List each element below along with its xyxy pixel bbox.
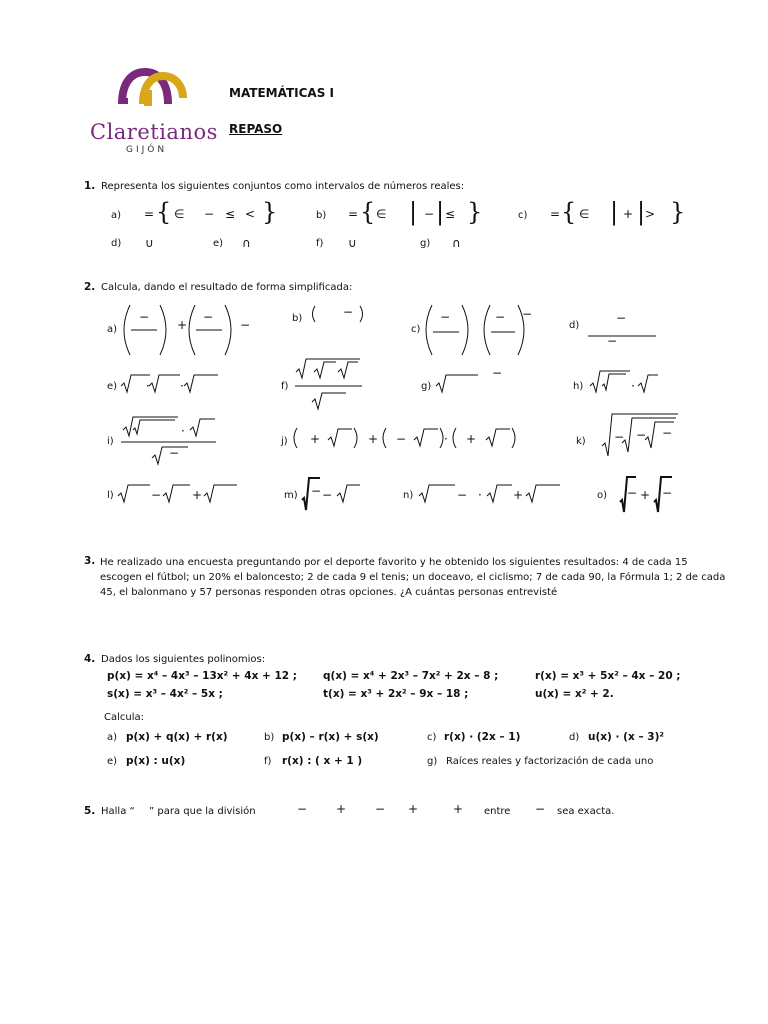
q5-plus3: + (453, 802, 464, 816)
q5-halla: Halla “ (101, 806, 135, 817)
q2-j-minus: − (396, 432, 407, 446)
q2-o-plus: + (640, 488, 651, 502)
sqrt-icon (602, 374, 626, 390)
sqrt-icon (328, 429, 352, 446)
sqrt-icon (163, 485, 190, 502)
q1-b-in: ∈ (376, 207, 387, 221)
q2-label-n: n) (403, 490, 414, 501)
paren-icon (462, 305, 468, 355)
logo-text: Claretianos (90, 120, 218, 144)
sqrt-icon (487, 485, 512, 502)
q4-a-expr: p(x) + q(x) + r(x) (126, 731, 228, 743)
sqrt-icon (312, 393, 346, 409)
q5-number: 5. (84, 805, 96, 817)
q2-n-dot: · (478, 488, 482, 502)
paren-icon (484, 305, 490, 355)
q2-label-k: k) (576, 436, 586, 447)
sqrt-icon (314, 362, 336, 378)
q4-b-expr: p(x) – r(x) + s(x) (282, 731, 379, 743)
q2-label-o: o) (597, 490, 608, 501)
q2-m-minus2: − (322, 488, 333, 502)
sqrt-icon (133, 420, 175, 434)
q2-label-d: d) (569, 320, 580, 331)
paren-icon (189, 305, 195, 355)
q1-c-bar: | (610, 198, 619, 226)
sqrt-icon (190, 419, 215, 436)
sqrt-icon (419, 485, 455, 502)
q1-b-bar2: | (436, 198, 445, 226)
q2-c-minus2: − (495, 310, 506, 324)
q1-c-gt: > (645, 207, 656, 221)
q2-label-m: m) (284, 490, 298, 501)
q4-c-label: c) (427, 732, 437, 743)
q1-b-brace-close: } (467, 198, 483, 226)
paren-icon (294, 428, 297, 448)
sqrt-icon (123, 417, 178, 436)
q4-b-label: b) (264, 732, 275, 743)
q2-a-minus3: − (240, 318, 251, 332)
q4-e-expr: p(x) : u(x) (126, 755, 186, 767)
q2-j-plus2: + (368, 432, 379, 446)
q5-minus1: − (297, 802, 308, 816)
q2-label-j: j) (281, 436, 288, 447)
sqrt-icon (486, 429, 510, 446)
q5-para: ” para que la división (149, 806, 256, 817)
q2-j-plus3: + (466, 432, 477, 446)
q1-b-minus: − (424, 207, 435, 221)
q2-n-minus: − (457, 488, 468, 502)
q2-j-plus1: + (310, 432, 321, 446)
q1-b-eq: = (348, 207, 359, 221)
poly-u: u(x) = x² + 2. (535, 688, 614, 700)
q2-a-minus1: − (139, 310, 150, 324)
paren-icon (354, 428, 357, 448)
q2-label-h: h) (573, 381, 584, 392)
q1-a-brace-close: } (262, 198, 278, 226)
q4-calcula: Calcula: (104, 712, 144, 723)
sqrt-icon (204, 485, 237, 502)
q2-a-minus2: − (203, 310, 214, 324)
sqrt-icon (338, 362, 358, 378)
q2-i-dot: · (181, 424, 185, 438)
sqrt-icon (149, 375, 180, 392)
q1-c-plus: + (623, 207, 634, 221)
q4-d-label: d) (569, 732, 580, 743)
q1-label-g: g) (420, 238, 431, 249)
q4-text: Dados los siguientes polinomios: (101, 654, 266, 665)
q1-e-inter: ∩ (242, 236, 251, 250)
q1-a-eq: = (144, 207, 155, 221)
paren-icon (383, 428, 386, 448)
q2-label-e: e) (107, 381, 118, 392)
q2-e-dot1: · (146, 379, 150, 393)
q1-a-in: ∈ (174, 207, 185, 221)
q1-number: 1. (84, 180, 96, 192)
q1-b-bar: | (409, 198, 418, 226)
logo-arches-icon (0, 0, 220, 170)
q4-c-expr: r(x) · (2x – 1) (444, 731, 521, 743)
q2-n-plus: + (513, 488, 524, 502)
q2-k-minus1: − (614, 430, 625, 444)
sqrt-icon (118, 485, 150, 502)
sqrt-icon (337, 485, 360, 502)
paren-icon (124, 305, 130, 355)
sqrt-icon (184, 375, 218, 392)
q2-l-plus: + (192, 488, 203, 502)
q2-c-minus1: − (440, 310, 451, 324)
q1-b-le: ≤ (445, 207, 456, 221)
q1-c-brace-close: } (670, 198, 686, 226)
q2-text: Calcula, dando el resultado de forma simplificada: (101, 282, 353, 293)
poly-q: q(x) = x⁴ + 2x³ – 7x² + 2x – 8 ; (323, 670, 499, 682)
poly-r: r(x) = x³ + 5x² – 4x – 20 ; (535, 670, 681, 682)
paren-icon (160, 305, 166, 355)
q2-b-minus: − (343, 305, 354, 319)
paren-icon (225, 305, 231, 355)
q1-label-f: f) (316, 238, 324, 249)
q3-text: He realizado una encuesta preguntando por el deporte favorito y he obtenido los siguientes resultados: 4 de cada 15 escogen el fútbol; un 20% el baloncesto; 2 de cada 9 el tenis; un doceavo, el ciclismo; 7 de cada 90, la Fórmula 1; 2 de cada 45, el balonmano y 57 personas responden otras opciones. ¿A cuántas personas entrevisté (100, 557, 726, 598)
q2-h-dot: · (631, 379, 635, 393)
sqrt-icon (414, 429, 438, 446)
q2-label-i: i) (107, 436, 114, 447)
q2-k-minus2: − (636, 428, 647, 442)
q2-label-a: a) (107, 324, 118, 335)
q1-c-brace-open: { (561, 198, 577, 226)
q1-a-lt: < (245, 207, 256, 221)
q4-a-label: a) (107, 732, 118, 743)
paren-icon (313, 306, 316, 322)
q4-number: 4. (84, 653, 96, 665)
q2-number: 2. (84, 281, 96, 293)
sqrt-icon (590, 371, 630, 392)
q4-g-label: g) (427, 756, 438, 767)
q2-j-dot: · (444, 432, 448, 446)
q1-text: Representa los siguientes conjuntos como intervalos de números reales: (101, 181, 465, 192)
sqrt-icon (296, 359, 360, 378)
q2-label-b: b) (292, 313, 303, 324)
q2-label-f: f) (281, 381, 289, 392)
q1-c-eq: = (550, 207, 561, 221)
q2-l-minus: − (151, 488, 162, 502)
q2-d-minus2: − (607, 334, 618, 348)
q4-d-expr: u(x) · (x – 3)² (588, 731, 664, 743)
q5-entre: entre (484, 806, 511, 817)
q1-g-inter: ∩ (452, 236, 461, 250)
q1-f-union: ∪ (348, 236, 357, 250)
paren-icon (453, 428, 456, 448)
q4-e-label: e) (107, 756, 118, 767)
poly-s: s(x) = x³ – 4x² – 5x ; (107, 688, 223, 700)
q5-minus3: − (535, 802, 546, 816)
paren-icon (360, 306, 363, 322)
q1-label-c: c) (518, 210, 528, 221)
sqrt-icon (638, 375, 658, 392)
paren-icon (426, 305, 432, 355)
poly-p: p(x) = x⁴ – 4x³ – 13x² + 4x + 12 ; (107, 670, 297, 682)
sqrt-icon (526, 485, 560, 502)
page-title: REPASO (229, 122, 283, 136)
q5-plus2: + (408, 802, 419, 816)
q5-plus1: + (336, 802, 347, 816)
q1-a-minus: − (204, 207, 215, 221)
q2-label-g: g) (421, 381, 432, 392)
q2-label-c: c) (411, 324, 421, 335)
q1-c-in: ∈ (579, 207, 590, 221)
q2-e-dot2: · (180, 379, 184, 393)
q2-o-minus1: − (627, 486, 638, 500)
q1-a-brace-open: { (156, 198, 172, 226)
logo-subtext: GIJÓN (126, 145, 168, 155)
q2-d-minus: − (616, 311, 627, 325)
paren-icon (512, 428, 515, 448)
q1-d-union: ∪ (145, 236, 154, 250)
q2-c-minus3: − (522, 307, 533, 321)
q2-m-minus1: − (311, 484, 322, 498)
q4-f-expr: r(x) : ( x + 1 ) (282, 755, 363, 767)
q1-label-a: a) (111, 210, 122, 221)
q1-c-bar2: | (637, 198, 646, 226)
q1-label-e: e) (213, 238, 224, 249)
q3-number: 3. (84, 555, 96, 567)
q4-g-expr: Raíces reales y factorización de cada uno (446, 756, 654, 767)
q2-a-plus: + (177, 318, 188, 332)
q2-o-minus2: − (662, 486, 673, 500)
q1-b-brace-open: { (360, 198, 376, 226)
q2-g-minus: − (492, 366, 503, 380)
q5-exacta: sea exacta. (557, 806, 615, 817)
q2-k-minus3: − (662, 426, 673, 440)
q1-label-b: b) (316, 210, 327, 221)
q4-f-label: f) (264, 756, 272, 767)
subject-heading: MATEMÁTICAS I (229, 86, 335, 100)
poly-t: t(x) = x³ + 2x² – 9x – 18 ; (323, 688, 469, 700)
q1-a-le: ≤ (225, 207, 236, 221)
sqrt-icon (436, 375, 478, 392)
q2-label-l: l) (107, 490, 114, 501)
q5-minus2: − (375, 802, 386, 816)
paren-icon (440, 428, 443, 448)
q2-i-minus: − (169, 446, 180, 460)
q1-label-d: d) (111, 238, 122, 249)
